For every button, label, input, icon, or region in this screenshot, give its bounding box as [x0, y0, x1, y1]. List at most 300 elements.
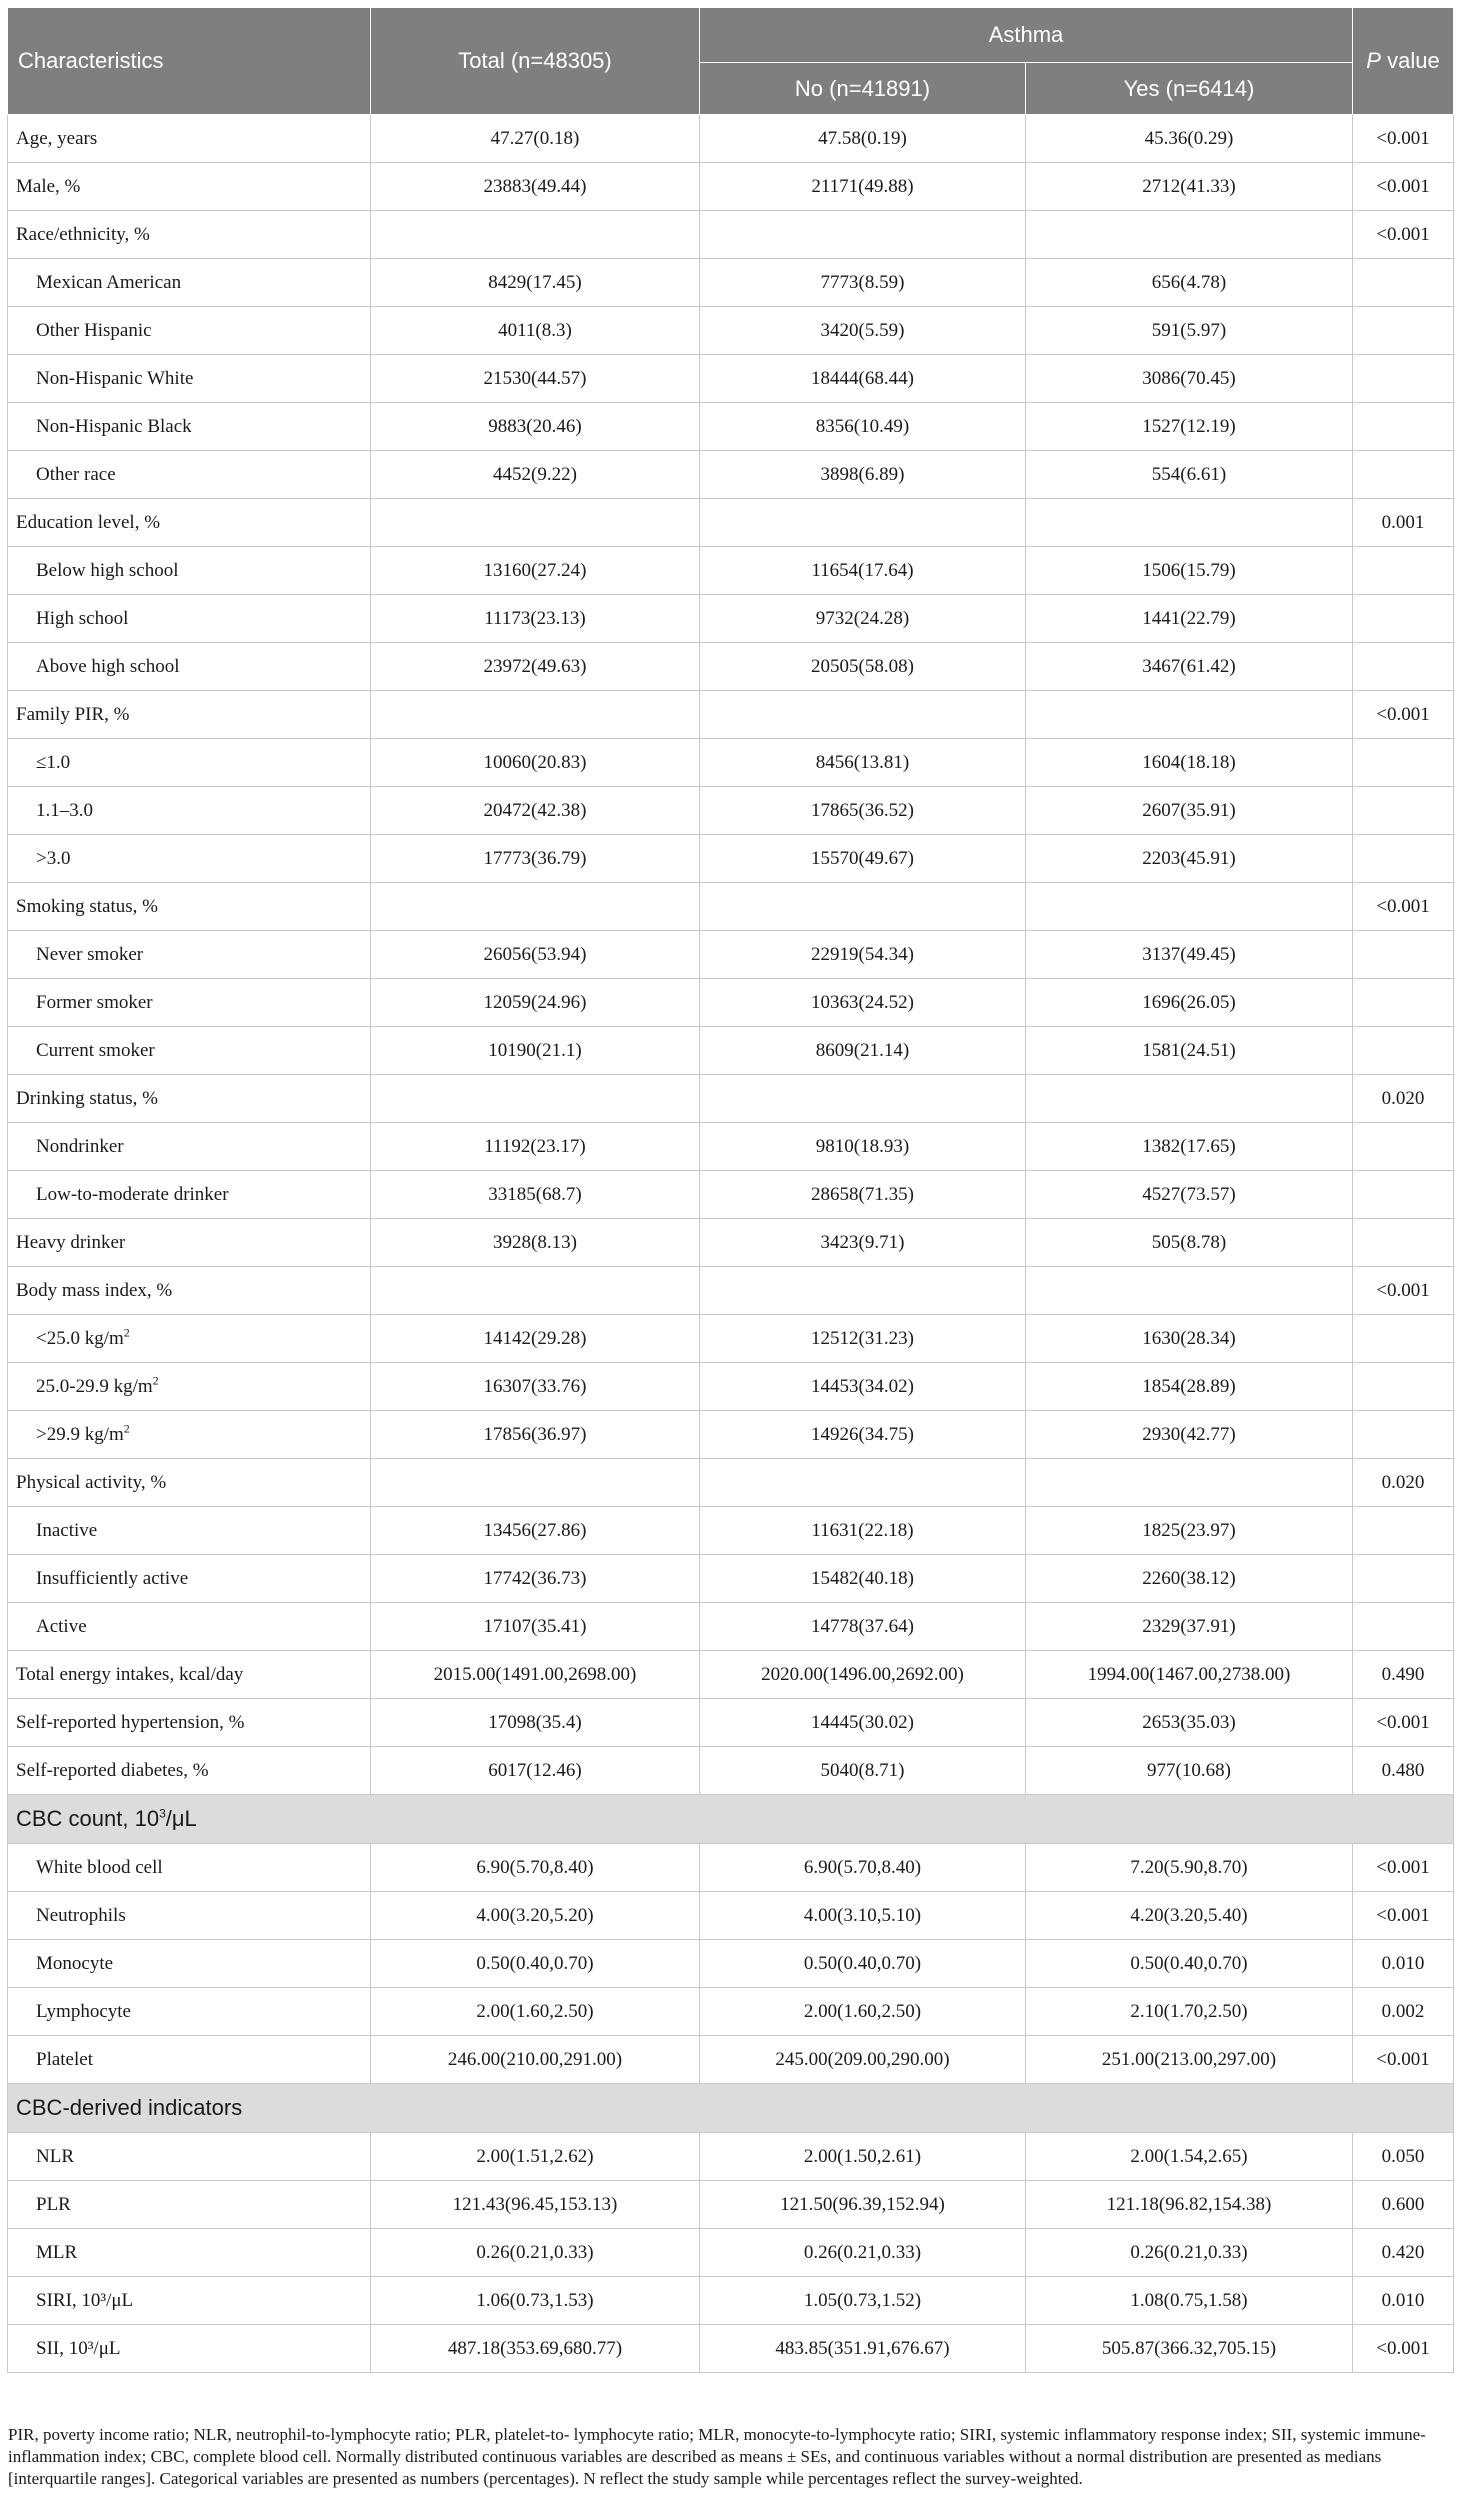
cell-p [1353, 979, 1454, 1027]
table-row [8, 1411, 1454, 1459]
row-label [8, 355, 371, 403]
cell-total: 26056(53.94) [371, 931, 700, 979]
section-cbc-count [8, 1795, 1454, 1844]
table-row [8, 1315, 1454, 1363]
cell-yes: 3086(70.45) [1026, 355, 1353, 403]
cell-p [1353, 595, 1454, 643]
table-row [8, 1507, 1454, 1555]
cell-yes: 2.10(1.70,2.50) [1026, 1988, 1353, 2036]
cell-yes [1026, 499, 1353, 547]
row-label-text: Non-Hispanic Black [36, 415, 192, 437]
row-label-text: Physical activity, % [16, 1471, 167, 1493]
row-label-text: Drinking status, % [16, 1087, 158, 1109]
table-row [8, 1747, 1454, 1795]
cell-p [1353, 1171, 1454, 1219]
cell-no [700, 211, 1026, 259]
table-row [8, 259, 1454, 307]
row-label-text: Current smoker [36, 1039, 155, 1061]
table-row [8, 2277, 1454, 2325]
row-label-text: Above high school [36, 655, 180, 677]
table-row [8, 547, 1454, 595]
cell-no: 11631(22.18) [700, 1507, 1026, 1555]
table-body [8, 115, 1454, 2373]
row-label [8, 1892, 371, 1940]
row-label-text: >29.9 kg/m [36, 1423, 124, 1445]
cell-yes: 0.26(0.21,0.33) [1026, 2229, 1353, 2277]
cell-total [371, 1075, 700, 1123]
row-label-text: Body mass index, % [16, 1279, 173, 1301]
row-label [8, 451, 371, 499]
row-label [8, 115, 371, 163]
cell-yes: 1441(22.79) [1026, 595, 1353, 643]
cell-total: 8429(17.45) [371, 259, 700, 307]
cell-yes: 2329(37.91) [1026, 1603, 1353, 1651]
cell-p: 0.010 [1353, 2277, 1454, 2325]
cell-total [371, 1459, 700, 1507]
cell-total [371, 1267, 700, 1315]
cell-yes: 2653(35.03) [1026, 1699, 1353, 1747]
table-row [8, 1075, 1454, 1123]
row-label [8, 2229, 371, 2277]
cell-no: 21171(49.88) [700, 163, 1026, 211]
row-label [8, 1555, 371, 1603]
cell-p [1353, 355, 1454, 403]
cell-yes: 1506(15.79) [1026, 547, 1353, 595]
cell-yes: 505.87(366.32,705.15) [1026, 2325, 1353, 2373]
cell-no: 14445(30.02) [700, 1699, 1026, 1747]
cell-total: 121.43(96.45,153.13) [371, 2181, 700, 2229]
cell-p: 0.010 [1353, 1940, 1454, 1988]
cell-no: 18444(68.44) [700, 355, 1026, 403]
row-label-text: Male, % [16, 175, 81, 197]
cell-no [700, 499, 1026, 547]
row-label [8, 979, 371, 1027]
row-label [8, 1315, 371, 1363]
cell-no: 12512(31.23) [700, 1315, 1026, 1363]
row-label [8, 163, 371, 211]
row-label-text: Active [36, 1615, 87, 1637]
table-row [8, 691, 1454, 739]
cell-total: 10060(20.83) [371, 739, 700, 787]
cell-no: 14778(37.64) [700, 1603, 1026, 1651]
header-p-value [1353, 8, 1454, 115]
table-row [8, 211, 1454, 259]
cell-p: <0.001 [1353, 883, 1454, 931]
cell-yes: 1527(12.19) [1026, 403, 1353, 451]
cell-yes: 4.20(3.20,5.40) [1026, 1892, 1353, 1940]
cell-total: 47.27(0.18) [371, 115, 700, 163]
cell-no: 0.50(0.40,0.70) [700, 1940, 1026, 1988]
cell-p: 0.480 [1353, 1747, 1454, 1795]
row-label [8, 1267, 371, 1315]
cell-no [700, 1459, 1026, 1507]
row-label [8, 1075, 371, 1123]
cell-yes: 7.20(5.90,8.70) [1026, 1844, 1353, 1892]
cell-yes [1026, 1075, 1353, 1123]
cell-no: 22919(54.34) [700, 931, 1026, 979]
table-row [8, 595, 1454, 643]
row-label-text: >3.0 [36, 847, 71, 869]
cell-yes: 1994.00(1467.00,2738.00) [1026, 1651, 1353, 1699]
row-label [8, 1027, 371, 1075]
row-label-text: Self-reported diabetes, % [16, 1759, 209, 1781]
cell-no [700, 883, 1026, 931]
cell-total: 13160(27.24) [371, 547, 700, 595]
header-total: Total (n=48305) [371, 8, 700, 115]
table-row [8, 1844, 1454, 1892]
cell-p [1353, 1555, 1454, 1603]
cell-total: 33185(68.7) [371, 1171, 700, 1219]
cell-total: 21530(44.57) [371, 355, 700, 403]
cell-no: 15570(49.67) [700, 835, 1026, 883]
cell-no: 483.85(351.91,676.67) [700, 2325, 1026, 2373]
cell-p: <0.001 [1353, 2325, 1454, 2373]
cell-no: 245.00(209.00,290.00) [700, 2036, 1026, 2084]
row-label-text: Platelet [36, 2048, 93, 2070]
cell-total: 4452(9.22) [371, 451, 700, 499]
row-label-text: SIRI, 10³/μL [36, 2289, 134, 2311]
cell-no: 20505(58.08) [700, 643, 1026, 691]
cell-total: 10190(21.1) [371, 1027, 700, 1075]
row-label-text: Neutrophils [36, 1904, 126, 1926]
cell-yes: 4527(73.57) [1026, 1171, 1353, 1219]
cell-total: 1.06(0.73,1.53) [371, 2277, 700, 2325]
cell-total: 3928(8.13) [371, 1219, 700, 1267]
row-label [8, 1459, 371, 1507]
row-label [8, 787, 371, 835]
cell-no: 121.50(96.39,152.94) [700, 2181, 1026, 2229]
cell-yes [1026, 691, 1353, 739]
cell-p [1353, 547, 1454, 595]
row-label-sup: 2 [152, 1373, 159, 1388]
cell-p [1353, 403, 1454, 451]
cell-yes: 554(6.61) [1026, 451, 1353, 499]
table-row [8, 1603, 1454, 1651]
cell-yes: 656(4.78) [1026, 259, 1353, 307]
row-label [8, 1699, 371, 1747]
cell-total [371, 691, 700, 739]
table-row [8, 787, 1454, 835]
cell-p [1353, 307, 1454, 355]
cell-yes: 1854(28.89) [1026, 1363, 1353, 1411]
table-row [8, 403, 1454, 451]
cell-yes [1026, 211, 1353, 259]
cell-yes: 0.50(0.40,0.70) [1026, 1940, 1353, 1988]
table-row [8, 115, 1454, 163]
cell-p [1353, 1603, 1454, 1651]
cell-yes: 1.08(0.75,1.58) [1026, 2277, 1353, 2325]
cell-yes [1026, 1459, 1353, 1507]
row-label-text: 25.0-29.9 kg/m [36, 1375, 153, 1397]
row-label [8, 1940, 371, 1988]
cell-yes: 3137(49.45) [1026, 931, 1353, 979]
cell-yes: 1696(26.05) [1026, 979, 1353, 1027]
cell-total: 17742(36.73) [371, 1555, 700, 1603]
row-label [8, 547, 371, 595]
cell-no: 3898(6.89) [700, 451, 1026, 499]
cell-p: <0.001 [1353, 211, 1454, 259]
cell-p [1353, 931, 1454, 979]
cell-total: 16307(33.76) [371, 1363, 700, 1411]
row-label-text: Age, years [16, 127, 98, 149]
row-label [8, 1363, 371, 1411]
header-asthma-yes: Yes (n=6414) [1026, 63, 1353, 115]
cell-p: 0.490 [1353, 1651, 1454, 1699]
cell-total: 17773(36.79) [371, 835, 700, 883]
row-label-text: Mexican American [36, 271, 182, 293]
cell-no: 14453(34.02) [700, 1363, 1026, 1411]
row-label-text: Self-reported hypertension, % [16, 1711, 245, 1733]
cell-p [1353, 451, 1454, 499]
cell-yes: 505(8.78) [1026, 1219, 1353, 1267]
row-label [8, 2133, 371, 2181]
table-row [8, 1267, 1454, 1315]
cell-total: 4011(8.3) [371, 307, 700, 355]
row-label-text: Insufficiently active [36, 1567, 189, 1589]
table-row [8, 163, 1454, 211]
row-label [8, 2325, 371, 2373]
cell-p [1353, 787, 1454, 835]
cell-no: 2.00(1.50,2.61) [700, 2133, 1026, 2181]
table-row [8, 979, 1454, 1027]
cell-no: 14926(34.75) [700, 1411, 1026, 1459]
row-label-text: Nondrinker [36, 1135, 124, 1157]
table-row [8, 2325, 1454, 2373]
cell-no [700, 691, 1026, 739]
cell-no: 0.26(0.21,0.33) [700, 2229, 1026, 2277]
row-label-text: Non-Hispanic White [36, 367, 194, 389]
cell-total: 17856(36.97) [371, 1411, 700, 1459]
table-row [8, 1892, 1454, 1940]
table-row [8, 835, 1454, 883]
row-label [8, 931, 371, 979]
row-label-text: Low-to-moderate drinker [36, 1183, 229, 1205]
cell-no: 15482(40.18) [700, 1555, 1026, 1603]
row-label-text: Smoking status, % [16, 895, 158, 917]
cell-yes: 2.00(1.54,2.65) [1026, 2133, 1353, 2181]
row-label [8, 403, 371, 451]
cell-p [1353, 1123, 1454, 1171]
cell-total: 246.00(210.00,291.00) [371, 2036, 700, 2084]
row-label [8, 1988, 371, 2036]
cell-yes: 45.36(0.29) [1026, 115, 1353, 163]
row-label [8, 691, 371, 739]
cell-total: 11192(23.17) [371, 1123, 700, 1171]
cell-p: 0.020 [1353, 1075, 1454, 1123]
cell-total: 2.00(1.60,2.50) [371, 1988, 700, 2036]
row-label-text: 1.1–3.0 [36, 799, 93, 821]
table-row [8, 1027, 1454, 1075]
cell-p: 0.001 [1353, 499, 1454, 547]
cell-total: 4.00(3.20,5.20) [371, 1892, 700, 1940]
cell-total: 2.00(1.51,2.62) [371, 2133, 700, 2181]
cell-no: 3423(9.71) [700, 1219, 1026, 1267]
row-label [8, 259, 371, 307]
section-cbc-count-label [8, 1795, 1454, 1844]
cell-yes: 1382(17.65) [1026, 1123, 1353, 1171]
cell-total: 11173(23.13) [371, 595, 700, 643]
row-label [8, 307, 371, 355]
table-row [8, 2036, 1454, 2084]
table-row [8, 1363, 1454, 1411]
cell-no: 11654(17.64) [700, 547, 1026, 595]
cell-no [700, 1267, 1026, 1315]
cell-total [371, 211, 700, 259]
table-row [8, 451, 1454, 499]
table-row [8, 883, 1454, 931]
cell-p [1353, 1027, 1454, 1075]
row-label [8, 739, 371, 787]
row-label-text: <25.0 kg/m [36, 1327, 124, 1349]
row-label [8, 1219, 371, 1267]
cell-p [1353, 1507, 1454, 1555]
row-label [8, 499, 371, 547]
header-asthma-no: No (n=41891) [700, 63, 1026, 115]
cell-yes: 1825(23.97) [1026, 1507, 1353, 1555]
cell-p [1353, 643, 1454, 691]
table-row [8, 1171, 1454, 1219]
cell-no: 7773(8.59) [700, 259, 1026, 307]
cell-yes: 2203(45.91) [1026, 835, 1353, 883]
cell-p [1353, 1411, 1454, 1459]
cell-p [1353, 259, 1454, 307]
row-label-text: Total energy intakes, kcal/day [16, 1663, 244, 1685]
section-cbc-derived [8, 2084, 1454, 2133]
table-row [8, 307, 1454, 355]
row-label [8, 883, 371, 931]
table-footnote: PIR, poverty income ratio; NLR, neutrophil-to-lymphocyte ratio; PLR, platelet-to- lymphocyte ratio; MLR, monocyte-to-lymphocyte ratio; SIRI, systemic inflammatory response index; SII, systemic immune-inflammation index; CBC, complete blood cell. Normally distributed continuous variables are described as means ± SEs, and continuous variables without a normal distribution are presented as medians [interquartile ranges]. Categorical variables are presented as numbers (percentages). N reflect the study sample while percentages reflect the survey-weighted. [8, 2425, 1426, 2488]
cell-no: 9732(24.28) [700, 595, 1026, 643]
row-label-text: Family PIR, % [16, 703, 130, 725]
cell-total: 13456(27.86) [371, 1507, 700, 1555]
cell-yes: 251.00(213.00,297.00) [1026, 2036, 1353, 2084]
cell-p: <0.001 [1353, 1844, 1454, 1892]
cell-p [1353, 1315, 1454, 1363]
cell-no: 3420(5.59) [700, 307, 1026, 355]
row-label [8, 1507, 371, 1555]
cell-no: 2020.00(1496.00,2692.00) [700, 1651, 1026, 1699]
cell-p: 0.050 [1353, 2133, 1454, 2181]
cell-yes: 2930(42.77) [1026, 1411, 1353, 1459]
cell-no: 17865(36.52) [700, 787, 1026, 835]
cell-total: 17107(35.41) [371, 1603, 700, 1651]
cell-total: 0.50(0.40,0.70) [371, 1940, 700, 1988]
cell-p: <0.001 [1353, 1892, 1454, 1940]
cell-no: 47.58(0.19) [700, 115, 1026, 163]
cell-p [1353, 739, 1454, 787]
cell-total: 6.90(5.70,8.40) [371, 1844, 700, 1892]
cell-no: 10363(24.52) [700, 979, 1026, 1027]
cell-no: 5040(8.71) [700, 1747, 1026, 1795]
row-label [8, 1411, 371, 1459]
header-p-rest: value [1380, 48, 1440, 73]
cell-p: <0.001 [1353, 691, 1454, 739]
characteristics-table [7, 7, 1454, 2373]
table-row [8, 2229, 1454, 2277]
table-row [8, 931, 1454, 979]
cell-p: 0.020 [1353, 1459, 1454, 1507]
row-label-text: SII, 10³/μL [36, 2337, 121, 2359]
table-row [8, 1555, 1454, 1603]
cell-no: 1.05(0.73,1.52) [700, 2277, 1026, 2325]
row-label-text: Never smoker [36, 943, 144, 965]
row-label-text: Education level, % [16, 511, 161, 533]
row-label-text: Monocyte [36, 1952, 114, 1974]
row-label [8, 1603, 371, 1651]
table-row [8, 1651, 1454, 1699]
table-row [8, 1940, 1454, 1988]
row-label-text: Lymphocyte [36, 2000, 131, 2022]
cell-p: 0.600 [1353, 2181, 1454, 2229]
row-label-text: Inactive [36, 1519, 98, 1541]
cell-no: 8609(21.14) [700, 1027, 1026, 1075]
cell-no: 4.00(3.10,5.10) [700, 1892, 1026, 1940]
table-row [8, 739, 1454, 787]
cell-p [1353, 835, 1454, 883]
row-label-text: Race/ethnicity, % [16, 223, 150, 245]
row-label [8, 1123, 371, 1171]
section-cbc-post: /μL [165, 1806, 197, 1831]
cell-yes [1026, 1267, 1353, 1315]
cell-yes: 3467(61.42) [1026, 643, 1353, 691]
row-label [8, 2181, 371, 2229]
cell-p: <0.001 [1353, 1267, 1454, 1315]
cell-no: 6.90(5.70,8.40) [700, 1844, 1026, 1892]
row-label-text: High school [36, 607, 129, 629]
cell-total: 14142(29.28) [371, 1315, 700, 1363]
header-characteristics: Characteristics [8, 8, 371, 115]
row-label-text: Other race [36, 463, 116, 485]
cell-no: 2.00(1.60,2.50) [700, 1988, 1026, 2036]
cell-p: <0.001 [1353, 2036, 1454, 2084]
row-label-text: MLR [36, 2241, 78, 2263]
cell-yes: 977(10.68) [1026, 1747, 1353, 1795]
cell-total: 2015.00(1491.00,2698.00) [371, 1651, 700, 1699]
row-label-text: Former smoker [36, 991, 153, 1013]
cell-yes: 121.18(96.82,154.38) [1026, 2181, 1353, 2229]
cell-yes: 2712(41.33) [1026, 163, 1353, 211]
row-label [8, 643, 371, 691]
table-row [8, 1219, 1454, 1267]
header-asthma: Asthma [700, 8, 1353, 63]
cell-total [371, 499, 700, 547]
cell-yes: 2260(38.12) [1026, 1555, 1353, 1603]
row-label-sup: 2 [123, 1421, 130, 1436]
cell-no: 8356(10.49) [700, 403, 1026, 451]
cell-p: <0.001 [1353, 1699, 1454, 1747]
row-label [8, 1651, 371, 1699]
row-label [8, 835, 371, 883]
cell-total: 487.18(353.69,680.77) [371, 2325, 700, 2373]
row-label [8, 2277, 371, 2325]
cell-p: <0.001 [1353, 115, 1454, 163]
table-row [8, 499, 1454, 547]
cell-total: 12059(24.96) [371, 979, 700, 1027]
row-label [8, 1747, 371, 1795]
row-label-text: White blood cell [36, 1856, 163, 1878]
cell-no: 8456(13.81) [700, 739, 1026, 787]
row-label-text: Other Hispanic [36, 319, 152, 341]
cell-p [1353, 1219, 1454, 1267]
cell-total: 23972(49.63) [371, 643, 700, 691]
cell-total [371, 883, 700, 931]
row-label-text: Heavy drinker [16, 1231, 126, 1253]
table-row [8, 355, 1454, 403]
table-row [8, 1459, 1454, 1507]
row-label [8, 2036, 371, 2084]
table-header [8, 8, 1454, 115]
cell-yes: 1604(18.18) [1026, 739, 1353, 787]
